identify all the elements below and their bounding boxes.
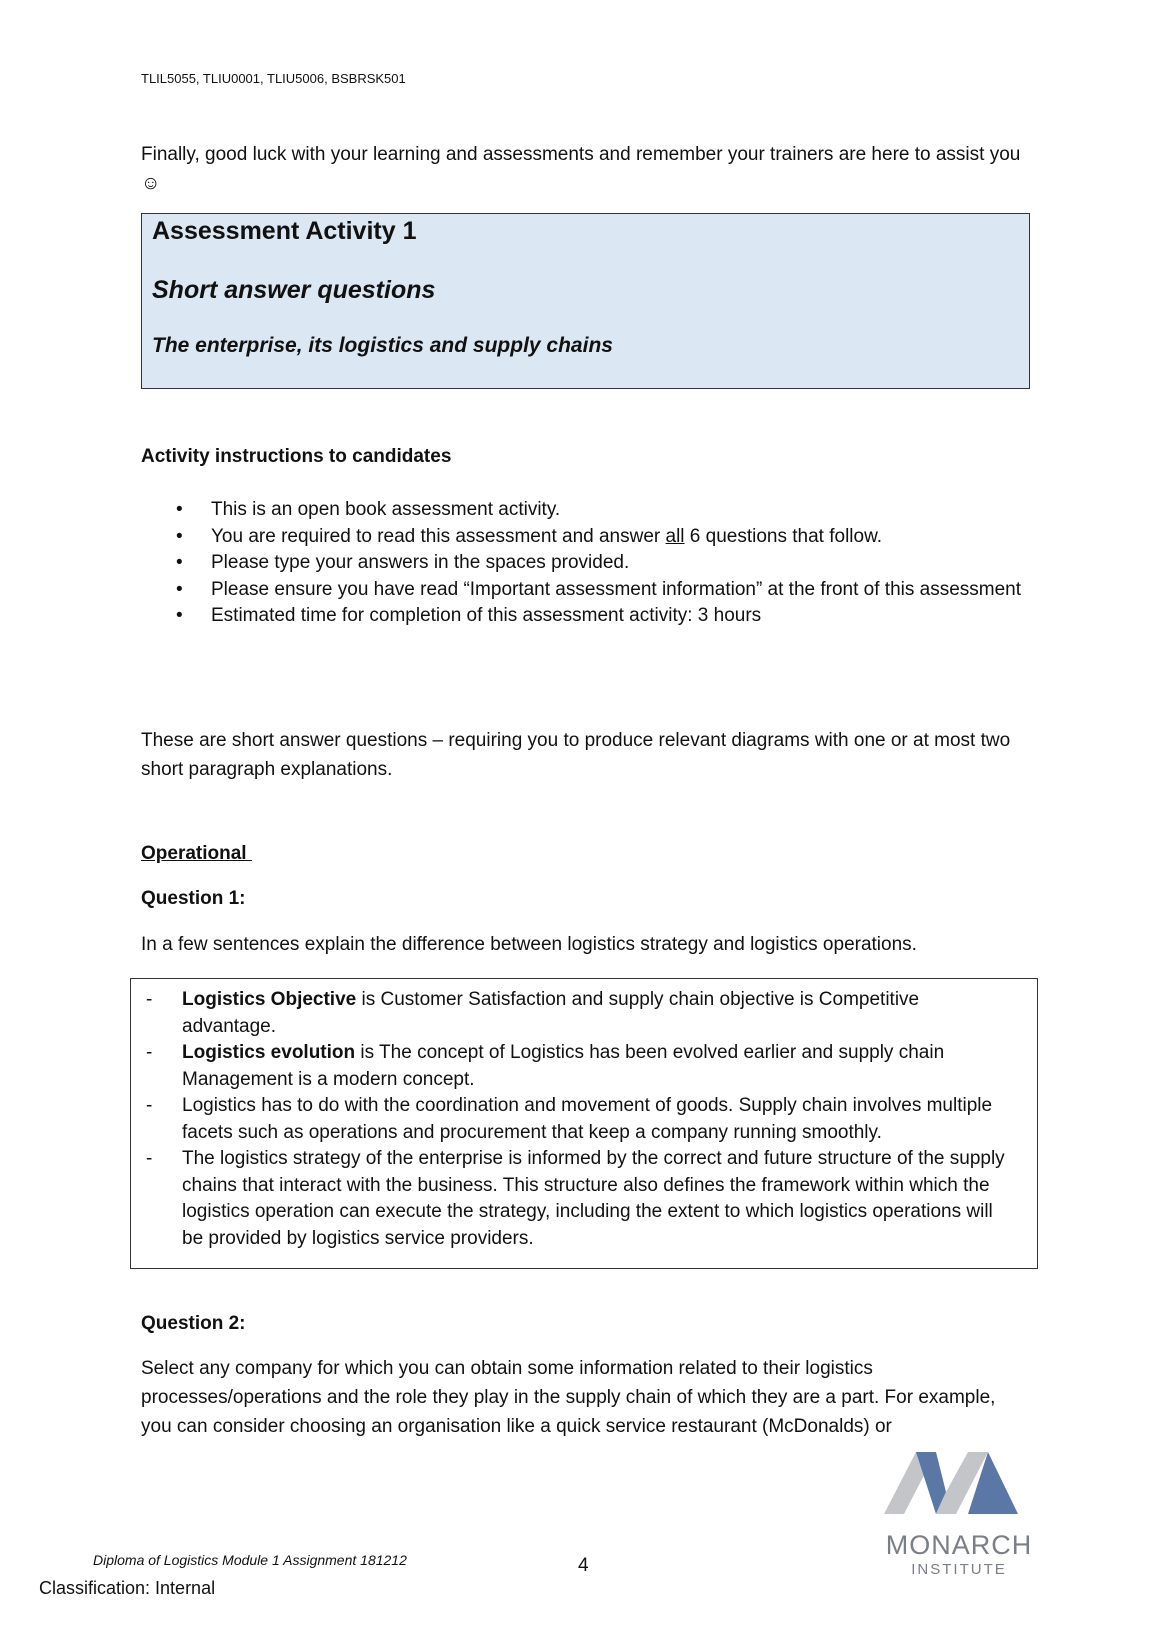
intro-paragraph: Finally, good luck with your learning and assessments and remember your trainers are here to assist you ☺ <box>141 144 1021 194</box>
short-answer-note: These are short answer questions – requiring you to produce relevant diagrams with one or at most two short paragraph explanations. <box>141 730 1011 780</box>
dash-bullet: - <box>146 1148 153 1169</box>
page-number: 4 <box>578 1555 589 1576</box>
question-1-answer-box[interactable] <box>130 978 1038 1269</box>
bullet-icon: • <box>176 499 183 520</box>
list-item: - Logistics evolution is The concept of Logistics has been evolved earlier and supply chain Management is a modern concept. <box>146 1042 945 1090</box>
dash-bullet: - <box>146 1042 153 1063</box>
activity-title-box <box>141 213 1030 389</box>
footer-title: Diploma of Logistics Module 1 Assignment 181212 <box>93 1552 407 1568</box>
list-item: - Logistics has to do with the coordination and movement of goods. Supply chain involves multiple facets such as operations and procurement that keep a company running smoothly. <box>146 1095 993 1143</box>
activity-subtitle: Short answer questions <box>152 276 436 304</box>
logo-subtitle: INSTITUTE <box>911 1561 1007 1578</box>
list-item: • This is an open book assessment activity. <box>141 497 1021 524</box>
dash-bullet: - <box>146 1095 153 1116</box>
dash-bullet: - <box>146 989 153 1010</box>
instructions-list <box>141 497 1021 630</box>
list-item: • Please type your answers in the spaces provided. <box>141 550 1021 577</box>
bullet-icon: • <box>176 578 183 600</box>
list-item: - The logistics strategy of the enterprise is informed by the correct and future structure of the supply chains that interact with the business. This structure also defines the framework within which the logistics operation can execute the strategy, including the extent to which logistics operations will be provided by logistics service providers. <box>146 1148 1005 1249</box>
list-item: • Please ensure you have read “Important assessment information” at the front of this assessment <box>141 577 1021 604</box>
monarch-m-icon <box>884 1452 1034 1532</box>
classification-label: Classification: Internal <box>39 1578 216 1598</box>
bullet-icon: • <box>176 552 183 573</box>
emphasis-all: all <box>665 525 685 547</box>
answer-list <box>131 979 1037 1252</box>
activity-title: Assessment Activity 1 <box>152 217 417 245</box>
list-item: • You are required to read this assessment and answer all 6 questions that follow. <box>141 524 1021 551</box>
section-operational: Operational <box>141 843 252 864</box>
logo-name: MONARCH <box>885 1530 1033 1560</box>
instructions-heading: Activity instructions to candidates <box>141 446 452 467</box>
question-2-label: Question 2: <box>141 1313 246 1334</box>
question-1-label: Question 1: <box>141 888 246 909</box>
monarch-institute-logo <box>884 1452 1034 1578</box>
document-code-header: TLIL5055, TLIU0001, TLIU5006, BSBRSK501 <box>141 71 406 86</box>
list-item: - Logistics Objective is Customer Satisfaction and supply chain objective is Competitive advantage. <box>146 989 920 1037</box>
question-1-prompt: In a few sentences explain the difference between logistics strategy and logistics operations. <box>141 934 917 955</box>
question-2-prompt: Select any company for which you can obtain some information related to their logistics processes/operations and the role they play in the supply chain of which they are a part. For example, you can consider choosing an organisation like a quick service restaurant (McDonalds) or <box>141 1358 996 1437</box>
list-item: • Estimated time for completion of this assessment activity: 3 hours <box>141 603 1021 630</box>
bullet-icon: • <box>176 605 183 626</box>
activity-topic: The enterprise, its logistics and supply chains <box>152 334 613 357</box>
bullet-icon: • <box>176 525 183 547</box>
